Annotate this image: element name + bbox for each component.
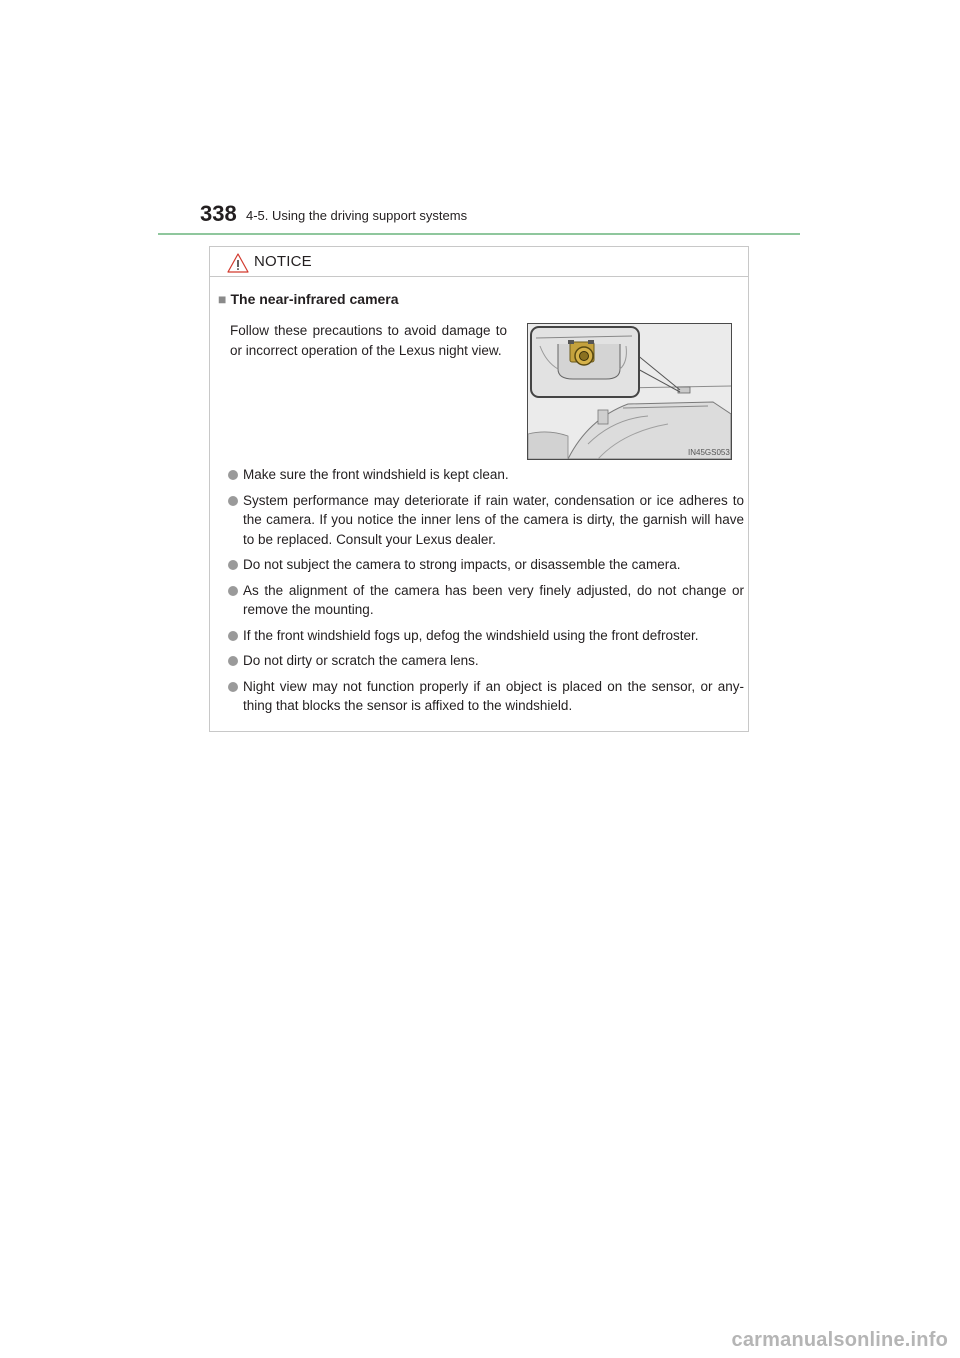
bullet-dot-icon (228, 496, 238, 506)
list-item (210, 626, 750, 646)
subheading (218, 290, 399, 308)
camera-illustration (527, 323, 732, 460)
watermark: carmanualsonline.info (731, 1329, 948, 1351)
bullet-dot-icon (228, 682, 238, 692)
bullet-dot-icon (228, 560, 238, 570)
square-bullet-icon: ■ (218, 291, 227, 307)
page-number: 338 (200, 201, 237, 226)
list-item (210, 677, 750, 716)
bullet-dot-icon (228, 470, 238, 480)
notice-header (210, 247, 748, 277)
subheading-text: The near-infrared camera (230, 291, 399, 307)
bullet-dot-icon (228, 656, 238, 666)
list-item-text: Do not subject the camera to strong impacts, or disassemble the camera. (243, 557, 681, 572)
list-item-text: If the front windshield fogs up, defog the windshield using the front defroster. (243, 627, 699, 643)
list-item (210, 651, 750, 671)
notice-box (209, 246, 749, 732)
notice-title: NOTICE (254, 253, 312, 270)
warning-triangle-icon (227, 253, 249, 273)
page-header (200, 200, 800, 230)
list-item-text: Night view may not function properly if an object is placed on the sensor, or any-thing that blocks the sensor is affixed to the windshield. (243, 678, 744, 713)
bullet-dot-icon (228, 586, 238, 596)
header-rule (158, 233, 800, 235)
section-title: 4-5. Using the driving support systems (246, 208, 468, 223)
list-item (210, 555, 750, 575)
list-item-text: As the alignment of the camera has been very finely adjusted, do not change or remove the mounting. (243, 582, 744, 617)
intro-paragraph: Follow these precautions to avoid damage to or incorrect operation of the Lexus night view. (230, 323, 507, 358)
camera-illustration-drawing (528, 324, 731, 459)
list-item-text: Make sure the front windshield is kept clean. (243, 467, 509, 482)
precaution-list (210, 465, 750, 722)
figure-code: IN45GS053 (688, 448, 730, 457)
bullet-dot-icon (228, 631, 238, 641)
list-item-text: System performance may deteriorate if rain water, condensation or ice adheres to the camera. If you notice the inner lens of the camera is dirty, the garnish will have to be replaced. Consult your Lexus dealer. (243, 492, 744, 547)
list-item-text: Do not dirty or scratch the camera lens. (243, 653, 479, 668)
list-item (210, 491, 750, 550)
list-item (210, 581, 750, 620)
list-item (210, 465, 750, 485)
